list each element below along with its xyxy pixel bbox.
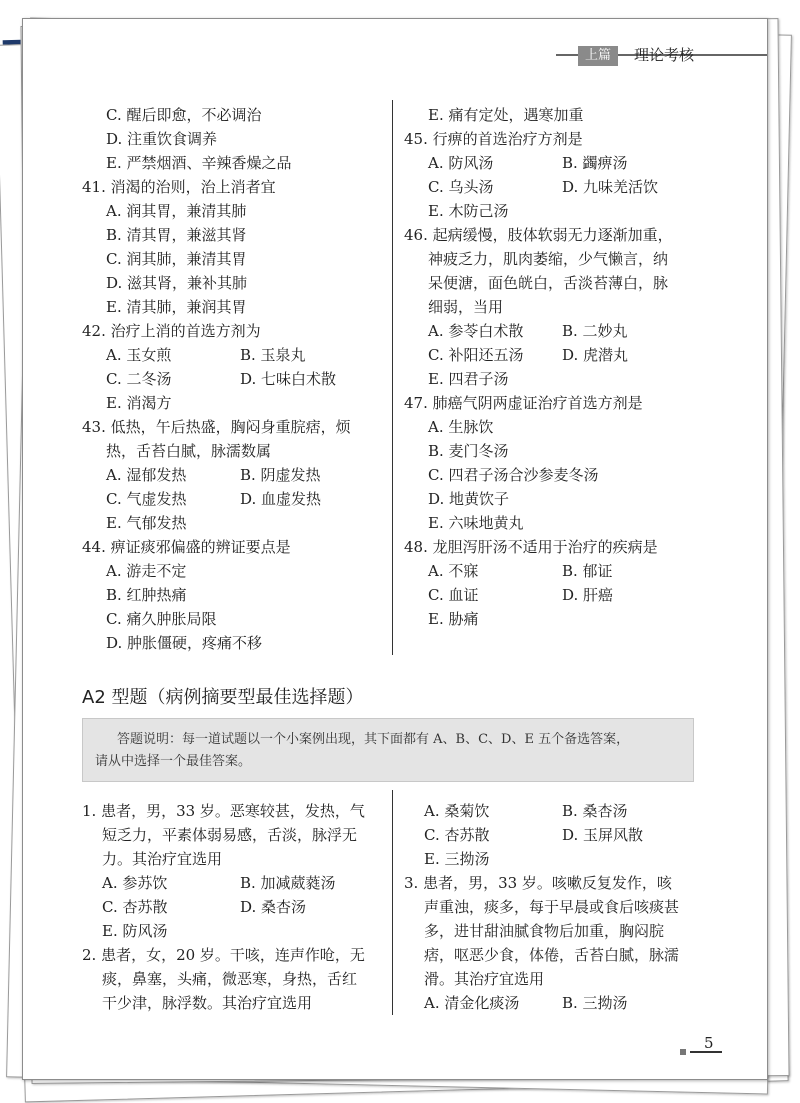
text-line: A. 游走不定 [106, 562, 187, 580]
text-line: D. 玉屏风散 [562, 826, 644, 844]
text-line: 神疲乏力，肌肉萎缩，少气懒言，纳 [428, 250, 669, 268]
text-line: E. 消渴方 [106, 394, 172, 412]
text-line: C. 补阳还五汤 [428, 346, 524, 364]
text-line: E. 气郁发热 [106, 514, 187, 532]
text-line: 呆便溏，面色㿠白，舌淡苔薄白，脉 [428, 274, 669, 292]
text-line: 痰，鼻塞，头痛，微恶寒，身热，舌红 [102, 970, 358, 988]
text-line: C. 气虚发热 [106, 490, 187, 508]
instruction-box [82, 718, 694, 782]
text-line: A. 参苓白术散 [428, 322, 524, 340]
text-line: D. 虎潜丸 [562, 346, 629, 364]
text-line: C. 杏苏散 [424, 826, 490, 844]
text-line: 44. 痹证痰邪偏盛的辨证要点是 [82, 538, 291, 556]
text-line: C. 四君子汤合沙参麦冬汤 [428, 466, 599, 484]
text-line: D. 桑杏汤 [240, 898, 307, 916]
text-line: B. 二妙丸 [562, 322, 628, 340]
text-line: A. 不寐 [428, 562, 479, 580]
column-divider-bottom [392, 790, 393, 1015]
text-line: 力。其治疗宜选用 [102, 850, 223, 868]
text-line: E. 三拗汤 [424, 850, 490, 868]
header-tag: 上篇 [578, 46, 618, 66]
text-line: E. 严禁烟酒、辛辣香燥之品 [106, 154, 292, 172]
text-line: 3. 患者，男，33 岁。咳嗽反复发作，咳 [404, 874, 672, 892]
text-line: 1. 患者，男，33 岁。恶寒较甚，发热，气 [82, 802, 365, 820]
text-line: E. 痛有定处，遇寒加重 [428, 106, 584, 124]
text-line: E. 四君子汤 [428, 370, 509, 388]
text-line: 2. 患者，女，20 岁。干咳，连声作呛，无 [82, 946, 365, 964]
text-line: A. 防风汤 [428, 154, 494, 172]
text-line: E. 胁痛 [428, 610, 479, 628]
text-line: 45. 行痹的首选治疗方剂是 [404, 130, 583, 148]
text-line: 41. 消渴的治则，治上消者宜 [82, 178, 276, 196]
instruction-line-1: 答题说明：每一道试题以一个小案例出现，其下面都有 A、B、C、D、E 五个备选答案， [117, 732, 630, 747]
text-line: B. 加减葳蕤汤 [240, 874, 336, 892]
text-line: C. 杏苏散 [102, 898, 168, 916]
text-line: E. 六味地黄丸 [428, 514, 524, 532]
text-line: E. 木防己汤 [428, 202, 509, 220]
text-line: B. 红肿热痛 [106, 586, 187, 604]
text-line: B. 玉泉丸 [240, 346, 306, 364]
text-line: B. 麦门冬汤 [428, 442, 509, 460]
text-line: 干少津，脉浮数。其治疗宜选用 [102, 994, 313, 1012]
text-line: D. 血虚发热 [240, 490, 322, 508]
text-line: 细弱，当用 [428, 298, 504, 316]
text-line: 46. 起病缓慢，肢体软弱无力逐渐加重， [404, 226, 673, 244]
text-line: B. 三拗汤 [562, 994, 628, 1012]
text-line: D. 肿胀僵硬，疼痛不移 [106, 634, 263, 652]
text-line: C. 血证 [428, 586, 479, 604]
text-line: D. 九味羌活饮 [562, 178, 659, 196]
text-line: A. 参苏饮 [102, 874, 168, 892]
text-line: C. 痛久肿胀局限 [106, 610, 217, 628]
text-line: C. 二冬汤 [106, 370, 172, 388]
text-line: A. 玉女煎 [106, 346, 172, 364]
text-line: D. 地黄饮子 [428, 490, 510, 508]
text-line: C. 乌头汤 [428, 178, 494, 196]
footer-marker [680, 1049, 686, 1055]
instruction-line-2: 请从中选择一个最佳答案。 [95, 754, 252, 769]
text-line: D. 滋其肾，兼补其肺 [106, 274, 248, 292]
text-line: A. 清金化痰汤 [424, 994, 520, 1012]
text-line: 声重浊，痰多，每于早晨或食后咳痰甚 [424, 898, 680, 916]
text-line: 47. 肺癌气阴两虚证治疗首选方剂是 [404, 394, 643, 412]
text-line: C. 醒后即愈，不必调治 [106, 106, 262, 124]
text-line: 热，舌苔白腻，脉濡数属 [106, 442, 272, 460]
text-line: 多，进甘甜油腻食物后加重，胸闷脘 [424, 922, 665, 940]
section-title: A2 型题（病例摘要型最佳选择题） [82, 687, 364, 708]
text-line: A. 润其胃，兼清其肺 [106, 202, 247, 220]
text-line: C. 润其肺，兼清其胃 [106, 250, 247, 268]
text-line: 痞，呕恶少食，体倦，舌苔白腻，脉濡 [424, 946, 680, 964]
text-line: E. 防风汤 [102, 922, 168, 940]
text-line: 43. 低热，午后热盛，胸闷身重脘痞，烦 [82, 418, 351, 436]
text-line: 42. 治疗上消的首选方剂为 [82, 322, 261, 340]
text-line: B. 阴虚发热 [240, 466, 321, 484]
text-line: D. 肝癌 [562, 586, 614, 604]
page-number: 5 [704, 1034, 714, 1052]
text-line: B. 清其胃，兼滋其肾 [106, 226, 247, 244]
text-line: A. 生脉饮 [428, 418, 494, 436]
text-line: 滑。其治疗宜选用 [424, 970, 545, 988]
text-line: A. 桑菊饮 [424, 802, 490, 820]
text-line: B. 蠲痹汤 [562, 154, 628, 172]
text-line: E. 清其肺，兼润其胃 [106, 298, 247, 316]
text-line: D. 七味白术散 [240, 370, 337, 388]
text-line: 48. 龙胆泻肝汤不适用于治疗的疾病是 [404, 538, 658, 556]
header-title: 理论考核 [634, 46, 695, 64]
text-line: B. 郁证 [562, 562, 613, 580]
text-line: D. 注重饮食调养 [106, 130, 218, 148]
text-line: B. 桑杏汤 [562, 802, 628, 820]
text-line: 短乏力，平素体弱易感，舌淡，脉浮无 [102, 826, 358, 844]
column-divider-top [392, 100, 393, 655]
text-line: A. 湿郁发热 [106, 466, 187, 484]
